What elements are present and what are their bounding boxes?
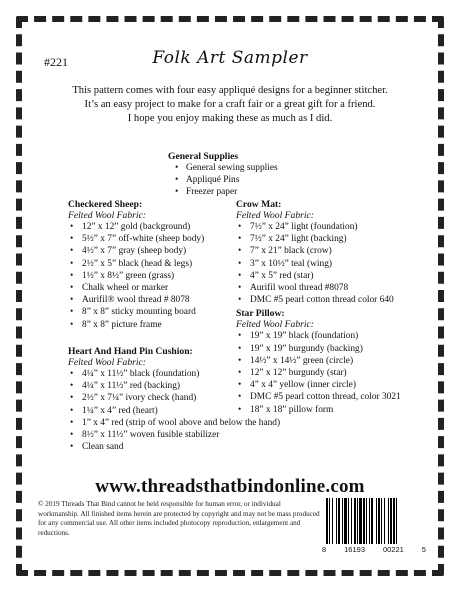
barcode-digit: 5 <box>421 545 426 554</box>
list-item: • Appliqué Pins <box>168 174 278 186</box>
barcode-digit-group: 16193 <box>344 545 365 554</box>
list-item: • 7½” x 24” light (backing) <box>236 233 426 245</box>
barcode-bar <box>357 498 358 544</box>
list-item: • DMC #5 pearl cotton thread color 640 <box>236 294 426 306</box>
barcode-bar <box>390 498 392 544</box>
checkered-sheep-section <box>68 199 238 331</box>
barcode-bar <box>378 498 380 544</box>
supply-list <box>168 162 278 199</box>
list-item: • 1” x 4” red (strip of wool above and below the hand) <box>68 417 318 429</box>
barcode-bar <box>338 498 340 544</box>
supply-list <box>68 368 318 453</box>
section-subtitle: Felted Wool Fabric: <box>68 210 146 221</box>
barcode-bar <box>326 498 328 544</box>
list-item: • 19” x 19” burgundy (backing) <box>236 343 426 355</box>
list-item: • 5½” x 7” off-white (sheep body) <box>68 233 238 245</box>
section-title: Checkered Sheep: <box>68 199 143 210</box>
barcode-bar <box>359 498 362 544</box>
list-item: • 2½” x 7¼” ivory check (hand) <box>68 392 318 404</box>
list-item: • General sewing supplies <box>168 162 278 174</box>
barcode-bar <box>388 498 389 544</box>
list-item: • 14½” x 14½” green (circle) <box>236 355 426 367</box>
barcode-bar <box>366 498 367 544</box>
list-item: • Clean sand <box>68 441 318 453</box>
list-item: • 2½” x 5” black (head & legs) <box>68 258 238 270</box>
copyright-notice: © 2019 Threads That Bind cannot be held responsible for human error, or individual workmanship. All finished items herein are protected by copyright and may not be mass produced for any commercial use. All other items included photocopy reproduction, enlargement and reductions. <box>38 500 320 537</box>
intro-line: This pattern comes with four easy appliqué designs for a beginner stitcher. <box>72 85 388 96</box>
pin-cushion-section <box>68 346 318 453</box>
section-title: Star Pillow: <box>236 308 285 320</box>
list-item: • 7” x 21” black (crow) <box>236 245 426 257</box>
website-link[interactable]: www.threadsthatbindonline.com <box>95 476 365 497</box>
list-item: • DMC #5 pearl cotton thread, color 3021 <box>236 391 426 403</box>
intro-line: I hope you enjoy making these as much as I did. <box>127 113 333 124</box>
list-item: • 4” x 4” yellow (inner circle) <box>236 379 426 391</box>
intro-text <box>50 84 410 126</box>
section-subtitle: Felted Wool Fabric: <box>236 319 314 331</box>
list-item: • 12” x 12” gold (background) <box>68 221 238 233</box>
section-title: General Supplies <box>168 151 239 162</box>
barcode-bar <box>344 498 347 544</box>
list-item: • 19” x 19” black (foundation) <box>236 330 426 342</box>
list-item: • 3” x 10½” teal (wing) <box>236 258 426 270</box>
barcode-bar <box>376 498 377 544</box>
list-item: • 8” x 8” picture frame <box>68 319 238 331</box>
barcode-bar <box>336 498 337 544</box>
barcode-bar <box>371 498 373 544</box>
list-item: • Aurifil® wool thread # 8078 <box>68 294 238 306</box>
barcode-bar <box>329 498 330 544</box>
list-item: • 4½” x 7” gray (sheep body) <box>68 245 238 257</box>
general-supplies-section <box>168 151 278 199</box>
barcode-bar <box>369 498 370 544</box>
list-item: • 4” x 5” red (star) <box>236 270 426 282</box>
barcode-bar <box>396 498 397 544</box>
intro-line: It’s an easy project to make for a craft fair or a great gift for a friend. <box>84 99 376 110</box>
list-item: • 8½” x 11½” woven fusible stabilizer <box>68 429 318 441</box>
barcode-bar <box>393 498 395 544</box>
list-item: • 8” x 8” sticky mounting board <box>68 306 238 318</box>
list-item: • Aurifil wool thread #8078 <box>236 282 426 294</box>
list-item: • 4¼” x 11½” black (foundation) <box>68 368 318 380</box>
barcode-bar <box>332 498 333 544</box>
supply-list <box>68 221 238 331</box>
crow-mat-section <box>236 199 426 306</box>
list-item: • 1¼” x 4” red (heart) <box>68 405 318 417</box>
barcode-bar <box>351 498 352 544</box>
section-subtitle: Felted Wool Fabric: <box>68 357 146 368</box>
section-title: Heart And Hand Pin Cushion: <box>68 346 193 357</box>
barcode <box>322 498 426 546</box>
list-item: • 4¼” x 11½” red (backing) <box>68 380 318 392</box>
page-title: Folk Art Sampler <box>152 48 308 68</box>
barcode-bar <box>348 498 349 544</box>
barcode-bar <box>342 498 343 544</box>
barcode-bar <box>384 498 385 544</box>
list-item: • 18” x 18” pillow form <box>236 404 426 416</box>
list-item: • Chalk wheel or marker <box>68 282 238 294</box>
barcode-bar <box>381 498 382 544</box>
list-item: • 7½” x 24” light (foundation) <box>236 221 426 233</box>
list-item: • Freezer paper <box>168 186 278 198</box>
section-title: Crow Mat: <box>236 199 282 210</box>
barcode-digit-group: 00221 <box>382 545 404 554</box>
list-item: • 1½” x 8½” green (grass) <box>68 270 238 282</box>
pattern-number: #221 <box>44 55 68 69</box>
supply-list <box>236 221 426 306</box>
barcode-bar <box>354 498 356 544</box>
barcode-digit: 8 <box>322 545 327 554</box>
section-subtitle: Felted Wool Fabric: <box>236 210 314 221</box>
list-item: • 12” x 12” burgundy (star) <box>236 367 426 379</box>
barcode-numbers <box>322 545 426 554</box>
barcode-bar <box>363 498 365 544</box>
